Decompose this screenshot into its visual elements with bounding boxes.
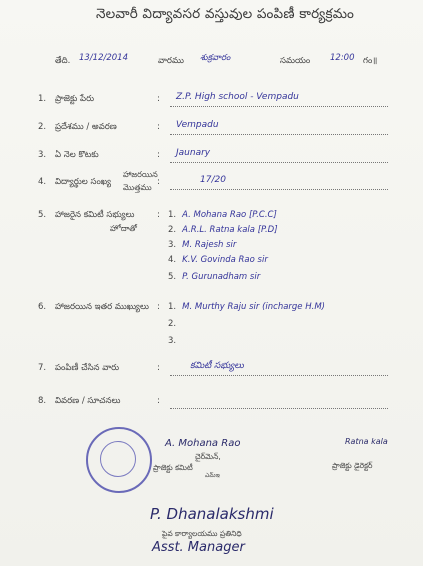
field-number: 8. (38, 396, 47, 406)
distributor-value: కమిటీ సభ్యులు (190, 361, 244, 371)
date-value: 13/12/2014 (79, 53, 128, 63)
present-label: హాజరయిన (123, 170, 158, 179)
field-label: పంపిణీ చేసిన వారు (55, 363, 120, 373)
time-value: 12:00 (330, 53, 355, 63)
month-name: Jaunary (176, 148, 211, 158)
other-member: 3. (168, 336, 177, 346)
colon: : (157, 177, 160, 187)
committee-member: 2. A.R.L. Ratna kala [P.D] (168, 225, 278, 235)
officer-signature: P. Dhanalakshmi (150, 505, 274, 523)
field-number: 6. (38, 302, 47, 312)
field-label: వివరణ / సూచనలు (55, 396, 121, 406)
office-rep-label: పైవ కార్యాలయము ప్రతినిధి (162, 529, 242, 538)
colon: : (157, 94, 160, 104)
colon: : (157, 363, 160, 373)
field-label: ప్రదేశము / అవరణ (55, 122, 117, 132)
director-signature: Ratna kala (345, 437, 388, 446)
field-value-line (170, 122, 388, 135)
colon: : (157, 122, 160, 132)
committee-sub-label: ఎమ్‌ఇ (205, 472, 220, 479)
field-number: 7. (38, 363, 47, 373)
chairman-label: చైర్‌మెన్, (195, 452, 221, 461)
designation-signature: Asst. Manager (152, 540, 245, 555)
student-count: 17/20 (200, 175, 226, 185)
committee-member: 1. A. Mohana Rao [P.C.C] (168, 210, 277, 220)
time-label: సమయం (280, 56, 311, 66)
committee-member: 5. P. Gurunadham sir (168, 272, 261, 282)
designation-label: హోదాతో (110, 224, 137, 233)
day-value: శుక్రవారం (200, 53, 231, 63)
committee-member: 4. K.V. Govinda Rao sir (168, 255, 268, 265)
chairman-signature: A. Mohana Rao (165, 438, 241, 449)
field-label: ఏ నెల కొటకు (55, 150, 99, 160)
field-label: హాజరయిన ఇతర ముఖ్యులు (55, 302, 149, 312)
field-label: విద్యార్థుల సంఖ్య (55, 177, 111, 187)
place-name: Vempadu (176, 120, 219, 130)
field-number: 2. (38, 122, 47, 132)
day-label: వారము (158, 56, 184, 66)
others-section (0, 302, 423, 352)
field-value-line (170, 150, 388, 163)
date-label: తేది. (55, 56, 71, 66)
time-suffix: గం॥ (363, 56, 378, 66)
colon: : (157, 150, 160, 160)
committee-member: 3. M. Rajesh sir (168, 240, 237, 250)
committee-section (0, 210, 423, 290)
total-label: మొత్తము (123, 183, 152, 192)
field-label: ప్రాజెక్టు పేరు (55, 94, 95, 104)
field-value-line (170, 396, 388, 409)
field-number: 4. (38, 177, 47, 187)
colon: : (157, 210, 160, 220)
field-number: 3. (38, 150, 47, 160)
field-number: 1. (38, 94, 47, 104)
school-seal-stamp (86, 427, 152, 493)
form-title: నెలవారీ విద్యావసర వస్తువుల పంపిణీ కార్యక్రమం (95, 6, 355, 22)
field-value-line (170, 94, 388, 107)
other-member: 1. M. Murthy Raju sir (incharge H.M) (168, 302, 325, 312)
project-name: Z.P. High school - Vempadu (176, 92, 299, 102)
director-label: ప్రాజెక్టు డైరెక్టర్ (332, 461, 373, 470)
committee-label: ప్రాజెక్టు కమిటీ (153, 463, 193, 472)
field-label: హాజరైన కమిటీ సభ్యులు (55, 210, 135, 220)
colon: : (157, 396, 160, 406)
colon: : (157, 302, 160, 312)
field-value-line (170, 177, 388, 190)
field-number: 5. (38, 210, 47, 220)
other-member: 2. (168, 319, 177, 329)
field-value-line (170, 363, 388, 376)
